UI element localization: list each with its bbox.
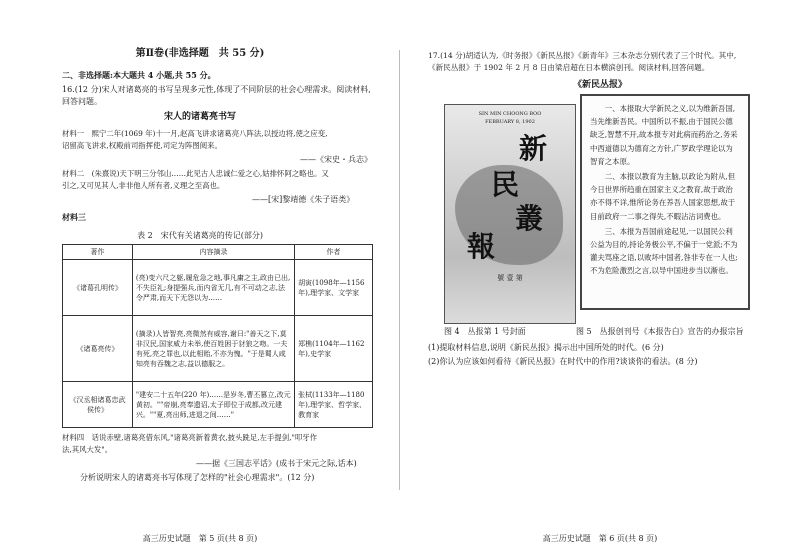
table-cell-author: 张栻(1133年—1180年),理学家、哲学家、教育家 xyxy=(295,382,373,428)
q17-line1: 17.(14 分)胡适认为,《时务报》《新民丛报》《新青年》三本杂志分别代表了三个时代。其中, xyxy=(428,51,737,60)
table-cell-author: 郑樵(1104年—1162年),史学家 xyxy=(295,316,373,382)
material4-line1: 材料四 话说赤壁,诸葛亮借东风,"诸葛亮新着黄衣,披头跣足,左手提剑,"叩牙作 xyxy=(62,433,318,442)
material2-source: ——[宋]黎靖德《朱子语类》 xyxy=(252,195,355,204)
material1-source: ——《宋史・兵志》 xyxy=(300,155,372,164)
table-row xyxy=(63,382,373,428)
table-cell-content: (摘录)人皆智亮,亮微然有威容,谢曰:"善天之下,莫非汉民,国家威力未举,使百姓困于豺狼之吻。一夫有死,亮之罪也,以此相贻,不亦为愧。"于是蜀人咸知亮有吞魏之志,益以德服之。 xyxy=(132,316,294,382)
table-header-row xyxy=(63,245,373,260)
page-footer: 高三历史试题 第 6 页(共 8 页) xyxy=(542,534,658,543)
q17-subquestion-1: (1)提取材料信息,说明《新民丛报》揭示出中国所处的时代。(6 分) xyxy=(428,343,664,352)
material3-label: 材料三 xyxy=(62,212,86,222)
table-header: 内容摘录 xyxy=(132,245,294,260)
q17-subquestion-2: (2)你认为应该如何看待《新民丛报》在时代中的作用?谈谈你的看法。(8 分) xyxy=(428,357,698,366)
right-page xyxy=(400,0,800,558)
table-header: 著作 xyxy=(63,245,133,260)
q16-question: 分析说明宋人的诸葛亮书写体现了怎样的"社会心理需求"。(12 分) xyxy=(80,473,315,482)
table-cell-work: 《汉丞相诸葛忠武侯传》 xyxy=(63,382,133,428)
table-cell-author: 胡寅(1098年—1156年),理学家、文学家 xyxy=(295,260,373,316)
subtitle: 宋人的诸葛亮书写 xyxy=(163,112,236,122)
newspaper-notice-box xyxy=(580,94,750,310)
table-row xyxy=(63,260,373,316)
figure4-caption: 图 4 丛报第 1 号封面 xyxy=(444,327,526,336)
poster-char: 叢 xyxy=(515,202,544,235)
table-cell-content: (亮)变六尺之躯,履危急之地,事凡庸之主,政由已出,不失臣礼;身提强兵,而内省无几,有不可动之志,法令严肃,而天下无怨以为…… xyxy=(132,260,294,316)
q16-intro-1: 16.(12 分)宋人对诸葛亮的书写呈现多元性,体现了不同阶层的社会心理需求。阅读材料, xyxy=(62,85,371,94)
poster-header-1: SIN MIN CHOONG BOO xyxy=(478,111,542,117)
table-cell-work: 《诸葛孔明传》 xyxy=(63,260,133,316)
notice-paragraph: 一、本报取大学新民之义,以为维新吾国,当先维新吾民。中国所以不振,由于国民公德缺乏,智慧不开,故本报专对此病而药治之,务采中西道德以为德育之方针,广罗政学理论以为智育之本原。 xyxy=(590,104,738,166)
poster-char: 新 xyxy=(519,132,548,165)
material4-line2: 法,其风大发"。 xyxy=(62,445,113,454)
instruction: 二、非选择题:本大题共 4 小题,共 55 分。 xyxy=(62,70,216,80)
material4-source: ——据《三国志平话》(成书于宋元之际,话本) xyxy=(196,459,357,468)
material1-line1: 材料一 熙宁二年(1069 年)十一月,赵高飞讲求诸葛亮八阵法,以授边将,使之应变, xyxy=(62,129,328,138)
table-row xyxy=(63,316,373,382)
material2-line1: 材料二 (朱熹说)天下明三分邻山……此见古人忠诚仁爱之心,姑排怀阿之略也。又 xyxy=(62,169,329,178)
notice-paragraph: 三、本报为吾国前途起见,一以国民公利公益为目的,持论务极公平,不偏于一党派;不为灌夫骂座之语,以败坏中国者,咎非专在一人也;不为危险激烈之言,以导中国进步当以渐也。 xyxy=(590,226,738,276)
biography-table xyxy=(62,244,373,428)
q17-line2: 《新民丛报》于 1902 年 2 月 8 日由梁启超在日本横滨创刊。阅读材料,回答问题。 xyxy=(428,63,710,72)
table-cell-work: 《诸葛亮传》 xyxy=(63,316,133,382)
section-title: 第Ⅱ卷(非选择题 共 55 分) xyxy=(135,48,265,59)
poster-char: 報 xyxy=(467,230,496,263)
poster-header-2: FEBRUARY 8, 1902 xyxy=(485,119,535,125)
poster-number: 號 壹 第 xyxy=(497,274,523,282)
page-footer: 高三历史试题 第 5 页(共 8 页) xyxy=(142,534,258,543)
table-cell-content: "建安二十五年(220 年)……是岁冬,曹丕篡立,改元黄初。""帝崩,亮奉遗诏,太子即位于成都,改元建兴。""夏,亮出师,进退之间……" xyxy=(132,382,294,428)
material2-line2: 引之,又可见其人,非非他人所有者,义理之至高也。 xyxy=(62,181,225,190)
material1-line2: 诏留高飞讲求,权殿前司指挥使,司定为阵图阅来。 xyxy=(62,141,222,150)
notice-paragraph: 二、本报以教育为主脑,以政论为附从,但今日世界所趋重在国家主义之教育,故于政治亦不得不详,惟所论务在养吾人国家思想,故于目前政府一二事之得失,不暇沾沾词费也。 xyxy=(590,172,736,221)
block-title: 《新民丛报》 xyxy=(572,80,627,90)
q16-intro-2: 回答问题。 xyxy=(62,97,102,106)
table-header: 作者 xyxy=(295,245,373,260)
table-caption: 表 2 宋代有关诸葛亮的传记(部分) xyxy=(137,231,263,240)
figure5-caption: 图 5 丛报创刊号《本报告白》宣告的办报宗旨 xyxy=(576,327,744,336)
poster-char: 民 xyxy=(491,168,520,201)
newspaper-cover-image xyxy=(444,104,576,324)
